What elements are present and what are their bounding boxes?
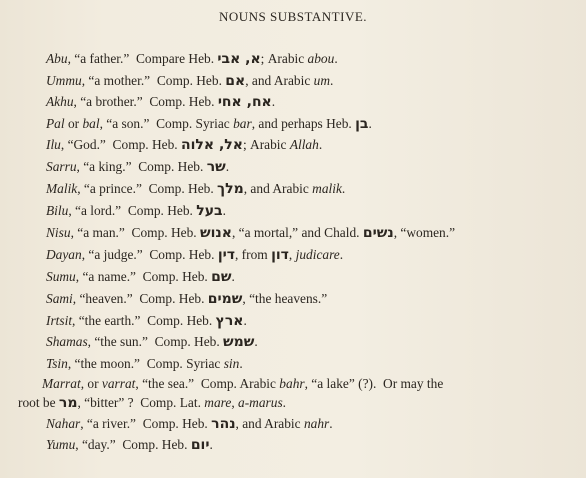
entry-bilu bbox=[0, 203, 586, 219]
entry-text: . bbox=[239, 356, 243, 371]
entry-text: , “a mortal,” and Chald. bbox=[231, 225, 363, 240]
entry-text: root be bbox=[18, 395, 59, 410]
italic-term: Ilu bbox=[46, 137, 61, 152]
italic-term: Malik bbox=[46, 181, 78, 196]
entry-pal bbox=[0, 116, 586, 132]
entry-marrat-continued bbox=[0, 395, 586, 411]
entry-text: , “the sun.” Comp. Heb. bbox=[87, 334, 224, 349]
hebrew-word: אם bbox=[225, 73, 246, 89]
entry-text: , “a name.” Comp. Heb. bbox=[75, 269, 212, 284]
hebrew-word: א, אבי bbox=[217, 51, 261, 67]
italic-term: a-marus bbox=[238, 395, 283, 410]
hebrew-word: דין bbox=[217, 247, 235, 263]
italic-term: Irtsit bbox=[46, 313, 73, 328]
entry-text: ; Arabic bbox=[242, 137, 290, 152]
entry-text: . bbox=[318, 137, 323, 152]
entry-text: , “a father.” Compare Heb. bbox=[67, 51, 218, 66]
hebrew-word: בעל bbox=[196, 203, 223, 219]
italic-term: nahr bbox=[303, 416, 330, 431]
entry-text: , “a king.” Comp. Heb. bbox=[76, 159, 207, 174]
entry-abu bbox=[0, 51, 586, 67]
entry-shamas bbox=[0, 334, 586, 350]
italic-term: malik bbox=[312, 181, 342, 196]
entry-text: , bbox=[288, 247, 296, 262]
entry-text: . bbox=[254, 334, 258, 349]
entry-text: , “the moon.” Comp. Syriac bbox=[67, 356, 224, 371]
entry-text: , “a son.” Comp. Syriac bbox=[99, 116, 234, 131]
entry-text: , and Arabic bbox=[245, 73, 314, 88]
entry-text: ; Arabic bbox=[260, 51, 308, 66]
italic-term: Allah bbox=[289, 137, 319, 152]
entry-malik bbox=[0, 181, 586, 197]
entry-text: , bbox=[231, 395, 239, 410]
entry-text: , “a brother.” Comp. Heb. bbox=[73, 94, 218, 109]
italic-term: abou bbox=[307, 51, 335, 66]
italic-term: bar bbox=[233, 116, 252, 131]
entry-text: . bbox=[231, 269, 235, 284]
italic-term: Pal bbox=[46, 116, 65, 131]
italic-term: varrat bbox=[101, 376, 136, 391]
entry-text: , “God.” Comp. Heb. bbox=[60, 137, 181, 152]
italic-term: Sami bbox=[46, 291, 73, 306]
hebrew-word: מר bbox=[58, 395, 78, 411]
entry-ummu bbox=[0, 73, 586, 89]
italic-term: Nahar bbox=[46, 416, 81, 431]
italic-term: Abu bbox=[46, 51, 68, 66]
hebrew-word: דון bbox=[271, 247, 289, 263]
entry-text: . bbox=[225, 159, 230, 174]
entry-ilu bbox=[0, 137, 586, 153]
entry-akhu bbox=[0, 94, 586, 110]
entry-text: , “the heavens.” bbox=[242, 291, 328, 306]
italic-term: bahr bbox=[279, 376, 305, 391]
entry-text: . bbox=[271, 94, 276, 109]
entry-tsin bbox=[0, 356, 586, 372]
italic-term: mare bbox=[204, 395, 232, 410]
entry-text: or bbox=[64, 116, 83, 131]
entry-text: , “the sea.” Comp. Arabic bbox=[135, 376, 280, 391]
entry-text: , “a river.” Comp. Heb. bbox=[80, 416, 212, 431]
italic-term: Ummu bbox=[46, 73, 82, 88]
entry-text: . bbox=[334, 51, 338, 66]
entry-text: , “a man.” Comp. Heb. bbox=[70, 225, 200, 240]
entry-text: , from bbox=[234, 247, 272, 262]
entry-yumu bbox=[0, 437, 586, 453]
hebrew-word: ארץ bbox=[215, 313, 244, 329]
hebrew-word: שמש bbox=[223, 334, 255, 350]
italic-term: judicare bbox=[295, 247, 340, 262]
hebrew-word: יום bbox=[190, 437, 210, 453]
entry-marrat bbox=[0, 376, 586, 392]
italic-term: Marrat bbox=[42, 376, 81, 391]
entry-text: , and Arabic bbox=[235, 416, 304, 431]
italic-term: Nisu bbox=[46, 225, 71, 240]
hebrew-word: שם bbox=[211, 269, 232, 285]
entry-nahar bbox=[0, 416, 586, 432]
italic-term: Dayan bbox=[46, 247, 82, 262]
hebrew-word: שמים bbox=[207, 291, 243, 307]
entry-text: , “day.” Comp. Heb. bbox=[75, 437, 191, 452]
entry-text: , “a mother.” Comp. Heb. bbox=[81, 73, 226, 88]
italic-term: sin bbox=[223, 356, 240, 371]
entry-text: . bbox=[368, 116, 372, 131]
italic-term: Tsin bbox=[46, 356, 68, 371]
entry-text: . bbox=[243, 313, 247, 328]
italic-term: um bbox=[313, 73, 331, 88]
entry-text: , “a lake” (?). Or may the bbox=[304, 376, 444, 391]
page-title: NOUNS SUBSTANTIVE. bbox=[218, 9, 368, 24]
italic-term: Akhu bbox=[46, 94, 74, 109]
hebrew-word: נהר bbox=[211, 416, 236, 432]
entry-text: , “heaven.” Comp. Heb. bbox=[72, 291, 208, 306]
entry-text: , “women.” bbox=[393, 225, 456, 240]
hebrew-word: נשים bbox=[362, 225, 394, 241]
entry-text: . bbox=[329, 416, 333, 431]
entry-sumu bbox=[0, 269, 586, 285]
italic-term: Sumu bbox=[46, 269, 76, 284]
entry-text: , and perhaps Heb. bbox=[251, 116, 356, 131]
hebrew-word: אל, אלוה bbox=[181, 137, 243, 153]
entry-text: . bbox=[341, 181, 346, 196]
entry-text: . bbox=[339, 247, 344, 262]
hebrew-word: אח, אחי bbox=[217, 94, 272, 110]
hebrew-word: בן bbox=[355, 116, 369, 132]
entry-text: , or bbox=[80, 376, 102, 391]
entry-text: . bbox=[330, 73, 334, 88]
entry-sami bbox=[0, 291, 586, 307]
entry-text: , and Arabic bbox=[243, 181, 313, 196]
entry-text: , “the earth.” Comp. Heb. bbox=[72, 313, 216, 328]
entry-nisu bbox=[0, 225, 586, 241]
entry-dayan bbox=[0, 247, 586, 263]
entry-text: , “a lord.” Comp. Heb. bbox=[68, 203, 197, 218]
entry-text: . bbox=[282, 395, 287, 410]
italic-term: Yumu bbox=[46, 437, 76, 452]
hebrew-word: שר bbox=[206, 159, 226, 175]
italic-term: Shamas bbox=[46, 334, 88, 349]
italic-term: Bilu bbox=[46, 203, 69, 218]
italic-term: bal bbox=[82, 116, 100, 131]
entry-text: . bbox=[222, 203, 226, 218]
hebrew-word: מלך bbox=[217, 181, 244, 197]
entry-text: , “bitter” ? Comp. Lat. bbox=[77, 395, 205, 410]
entry-irtsit bbox=[0, 313, 586, 329]
entry-text: , “a judge.” Comp. Heb. bbox=[81, 247, 218, 262]
entry-sarru bbox=[0, 159, 586, 175]
hebrew-word: אנוש bbox=[199, 225, 232, 241]
italic-term: Sarru bbox=[46, 159, 77, 174]
entry-text: . bbox=[209, 437, 213, 452]
entry-text: , “a prince.” Comp. Heb. bbox=[77, 181, 218, 196]
